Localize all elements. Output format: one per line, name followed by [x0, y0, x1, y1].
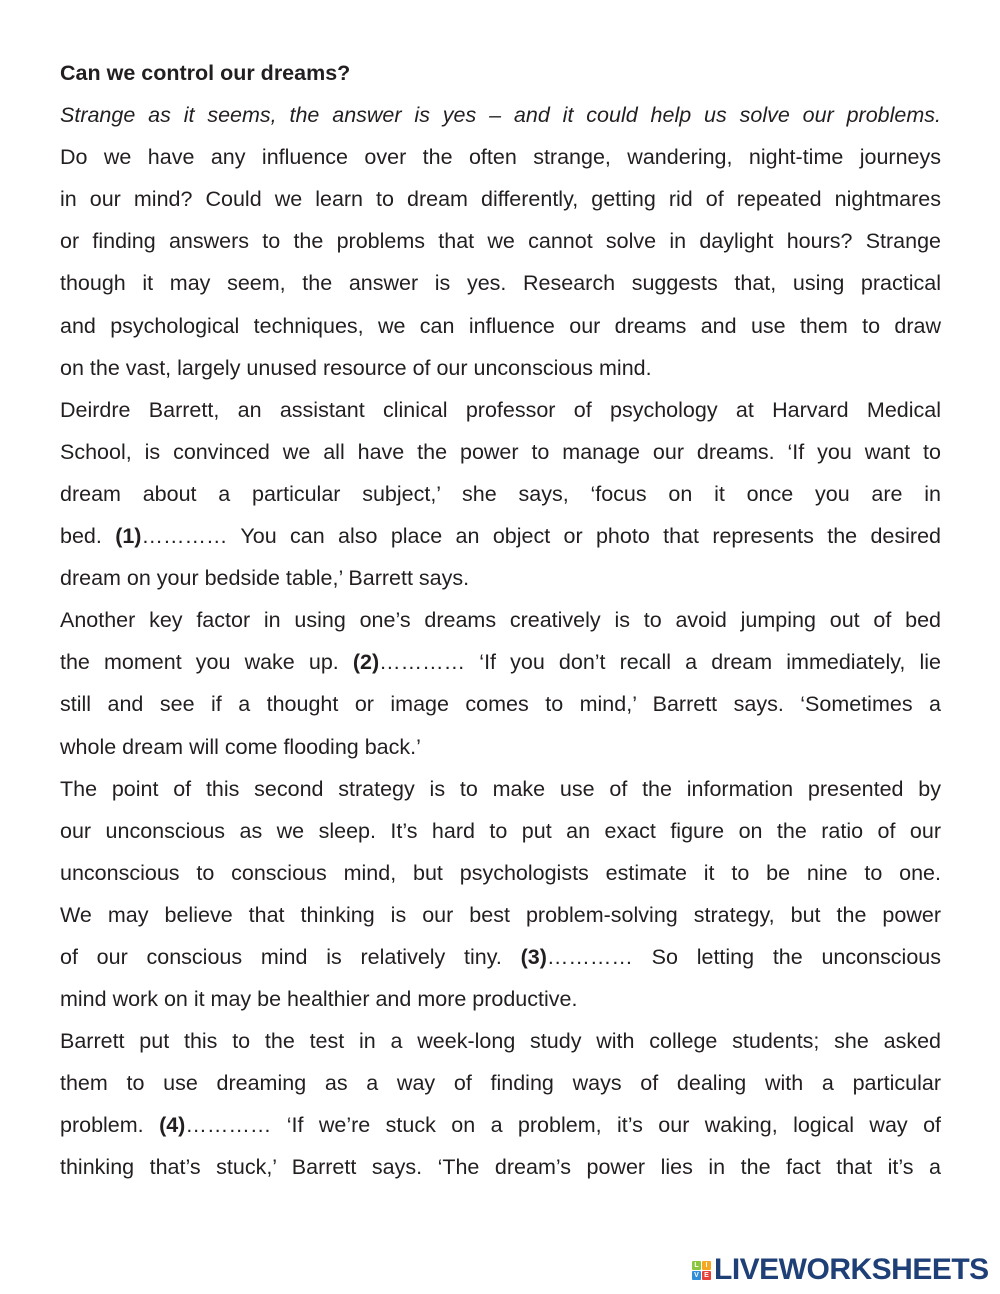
text-segment: The point of this second strategy is to make use of the information presented by — [60, 776, 941, 801]
text-segment: School, is convinced we all have the power to manage our dreams. ‘If you want to — [60, 439, 941, 464]
logo-tiles-icon — [692, 1261, 711, 1280]
paragraph — [60, 599, 941, 767]
paragraph — [60, 1020, 941, 1188]
text-line — [60, 1020, 941, 1062]
text-segment: our unconscious as we sleep. It’s hard to put an exact figure on the ratio of our — [60, 818, 941, 843]
text-segment: whole dream will come flooding back.’ — [60, 734, 421, 759]
text-line — [60, 473, 941, 515]
text-segment: dream on your bedside table,’ Barrett says. — [60, 566, 470, 591]
text-line — [60, 305, 941, 347]
gap-number: (4) — [159, 1113, 186, 1138]
worksheet-text — [60, 52, 941, 1189]
text-segment: Deirdre Barrett, an assistant clinical professor of psychology at Harvard Medical — [60, 397, 941, 422]
text-segment: in our mind? Could we learn to dream differently, getting rid of repeated nightmares — [60, 187, 941, 212]
text-segment: unconscious to conscious mind, but psychologists estimate it to be nine to one. — [60, 860, 941, 885]
text-line — [60, 641, 941, 683]
text-segment: the moment you wake up. — [60, 650, 353, 675]
gap-number: (3) — [520, 944, 547, 969]
logo-tile: V — [692, 1271, 701, 1280]
article-title: Can we control our dreams? — [60, 61, 351, 85]
gap-number: (2) — [352, 650, 380, 675]
article-subtitle: Strange as it seems, the answer is yes – and it could help us solve our problems. — [60, 103, 941, 128]
text-segment: or finding answers to the problems that we cannot solve in daylight hours? Strange — [60, 229, 941, 254]
text-line — [60, 347, 941, 389]
text-line — [60, 178, 941, 220]
text-segment: though it may seem, the answer is yes. Research suggests that, using practical — [60, 271, 941, 296]
text-segment: ………… ‘If you don’t recall a dream immediately, lie — [379, 650, 941, 675]
text-segment: bed. — [60, 524, 116, 549]
logo-text: LIVEWORKSHEETS — [714, 1253, 989, 1286]
text-line — [60, 726, 941, 768]
text-line — [60, 1104, 941, 1146]
logo-tile: I — [702, 1261, 711, 1270]
logo-tile: L — [692, 1261, 701, 1270]
text-segment: on the vast, largely unused resource of our unconscious mind. — [60, 355, 652, 380]
text-segment: and psychological techniques, we can influence our dreams and use them to draw — [60, 313, 941, 338]
text-segment: of our conscious mind is relatively tiny. — [60, 944, 521, 969]
text-line — [60, 1062, 941, 1104]
text-line — [60, 220, 941, 262]
text-segment: them to use dreaming as a way of finding ways of dealing with a particular — [60, 1071, 941, 1096]
gap-number: (1) — [115, 524, 142, 549]
text-segment: ………… You can also place an object or photo that represents the desired — [141, 524, 941, 549]
text-line — [60, 810, 941, 852]
text-line — [60, 852, 941, 894]
liveworksheets-logo — [692, 1253, 989, 1287]
text-line — [60, 262, 941, 304]
text-segment: Barrett put this to the test in a week-long study with college students; she asked — [60, 1029, 941, 1054]
text-line — [60, 1146, 941, 1188]
text-segment: Another key factor in using one’s dreams creatively is to avoid jumping out of bed — [60, 608, 941, 633]
text-segment: ………… ‘If we’re stuck on a problem, it’s our waking, logical way of — [185, 1113, 941, 1138]
paragraph — [60, 768, 941, 1021]
text-segment: still and see if a thought or image comes to mind,’ Barrett says. ‘Sometimes a — [60, 692, 941, 717]
text-segment: mind work on it may be healthier and more productive. — [60, 987, 578, 1012]
text-segment: We may believe that thinking is our best problem-solving strategy, but the power — [60, 902, 941, 927]
text-segment: thinking that’s stuck,’ Barrett says. ‘The dream’s power lies in the fact that it’s a — [60, 1155, 941, 1180]
paragraph — [60, 389, 941, 599]
text-segment: dream about a particular subject,’ she says, ‘focus on it once you are in — [60, 481, 941, 506]
text-line — [60, 936, 941, 978]
text-line — [60, 599, 941, 641]
text-line — [60, 389, 941, 431]
logo-tile: E — [702, 1271, 711, 1280]
text-line — [60, 515, 941, 557]
text-line — [60, 136, 941, 178]
text-line — [60, 431, 941, 473]
text-line — [60, 557, 941, 599]
text-line — [60, 978, 941, 1020]
text-line — [60, 768, 941, 810]
text-line — [60, 894, 941, 936]
paragraph — [60, 136, 941, 389]
text-segment: problem. — [60, 1113, 160, 1138]
text-segment: ………… So letting the unconscious — [546, 944, 941, 969]
text-segment: Do we have any influence over the often strange, wandering, night-time journeys — [60, 145, 941, 170]
text-line — [60, 683, 941, 725]
